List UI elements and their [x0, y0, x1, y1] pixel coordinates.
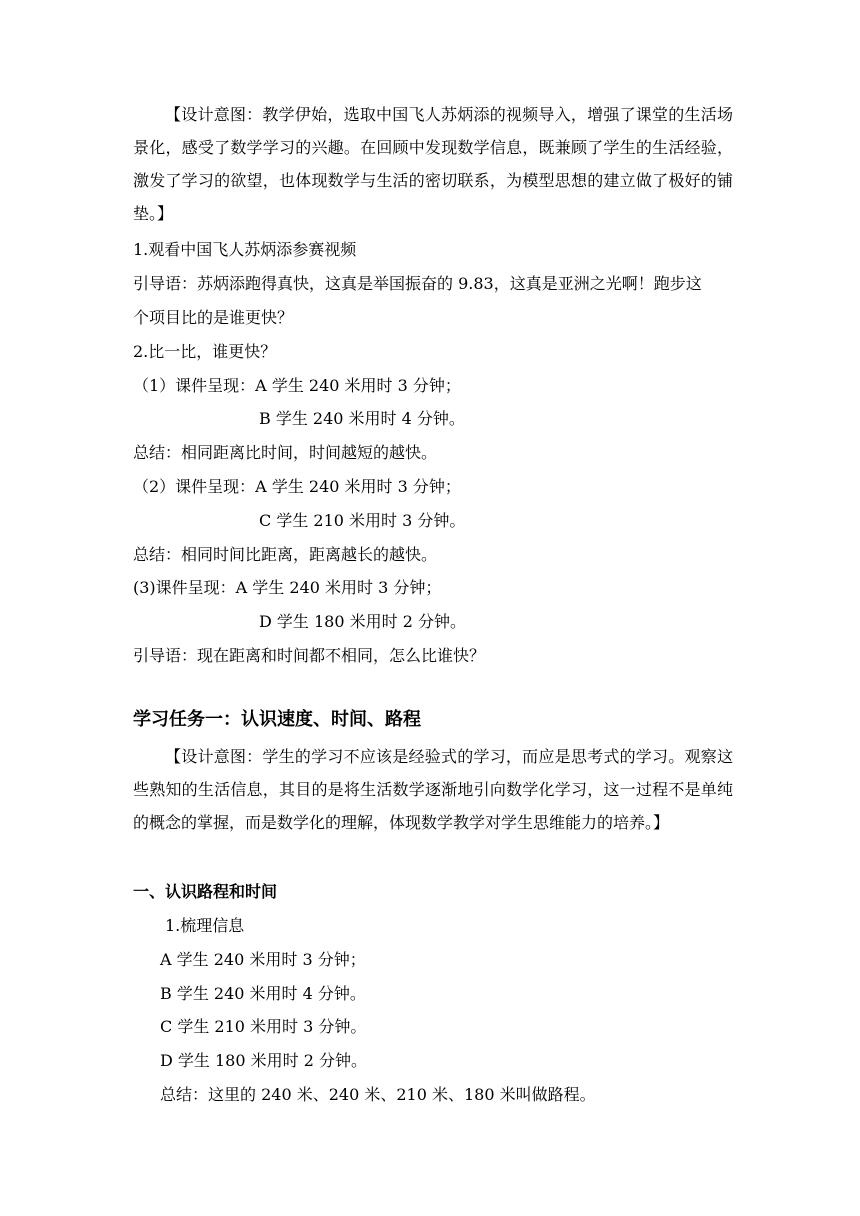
guide-text-2: 引导语：现在距离和时间都不相同，怎么比谁快？ — [133, 646, 486, 665]
info-student-a: A 学生 240 米用时 3 分钟； — [160, 950, 366, 969]
sort-info-label: 1.梳理信息 — [165, 916, 245, 935]
step-2-compare: 2.比一比，谁更快？ — [133, 342, 277, 361]
learning-task-1-title: 学习任务一：认识速度、时间、路程 — [133, 709, 421, 730]
section-1-heading: 一、认识路程和时间 — [133, 882, 278, 901]
info-student-d: D 学生 180 米用时 2 分钟。 — [160, 1051, 367, 1070]
summary-2: 总结：相同时间比距离，距离越长的越快。 — [133, 545, 438, 564]
summary-3-distance: 总结：这里的 240 米、240 米、210 米、180 米叫做路程。 — [160, 1085, 596, 1104]
info-student-c: C 学生 210 米用时 3 分钟。 — [160, 1017, 367, 1036]
guide-text-1-line-1: 引导语：苏炳添跑得真快，这真是举国振奋的 9.83，这真是亚洲之光啊！跑步这 — [133, 274, 702, 293]
step-1-watch-video: 1.观看中国飞人苏炳添参赛视频 — [133, 240, 357, 259]
design-intent-paragraph-2: 【设计意图：学生的学习不应该是经验式的学习，而应是思考式的学习。观察这些熟知的生活信息，其目的是将生活数学逐渐地引向数学化学习，这一过程不是单纯的概念的掌握，而是数学化的理解，体现数学教学对学生思维能力的培养。】 — [133, 747, 733, 832]
case-2-student-c: C 学生 210 米用时 3 分钟。 — [259, 511, 466, 530]
info-student-b: B 学生 240 米用时 4 分钟。 — [160, 984, 366, 1003]
design-intent-paragraph-1: 【设计意图：教学伊始，选取中国飞人苏炳添的视频导入，增强了课堂的生活场景化，感受了数学学习的兴趣。在回顾中发现数学信息，既兼顾了学生的生活经验，激发了学习的欲望，也体现数学与生活的密切联系，为模型思想的建立做了极好的铺垫。】 — [133, 105, 733, 223]
case-1-student-b: B 学生 240 米用时 4 分钟。 — [259, 409, 465, 428]
case-3-student-a: (3)课件呈现：A 学生 240 米用时 3 分钟； — [133, 578, 442, 597]
summary-1: 总结：相同距离比时间，时间越短的越快。 — [133, 443, 438, 462]
case-1-student-a: （1）课件呈现：A 学生 240 米用时 3 分钟； — [133, 376, 461, 395]
case-2-student-a: （2）课件呈现：A 学生 240 米用时 3 分钟； — [133, 477, 461, 496]
case-3-student-d: D 学生 180 米用时 2 分钟。 — [259, 612, 466, 631]
guide-text-1-line-2: 个项目比的是谁更快？ — [133, 308, 294, 327]
